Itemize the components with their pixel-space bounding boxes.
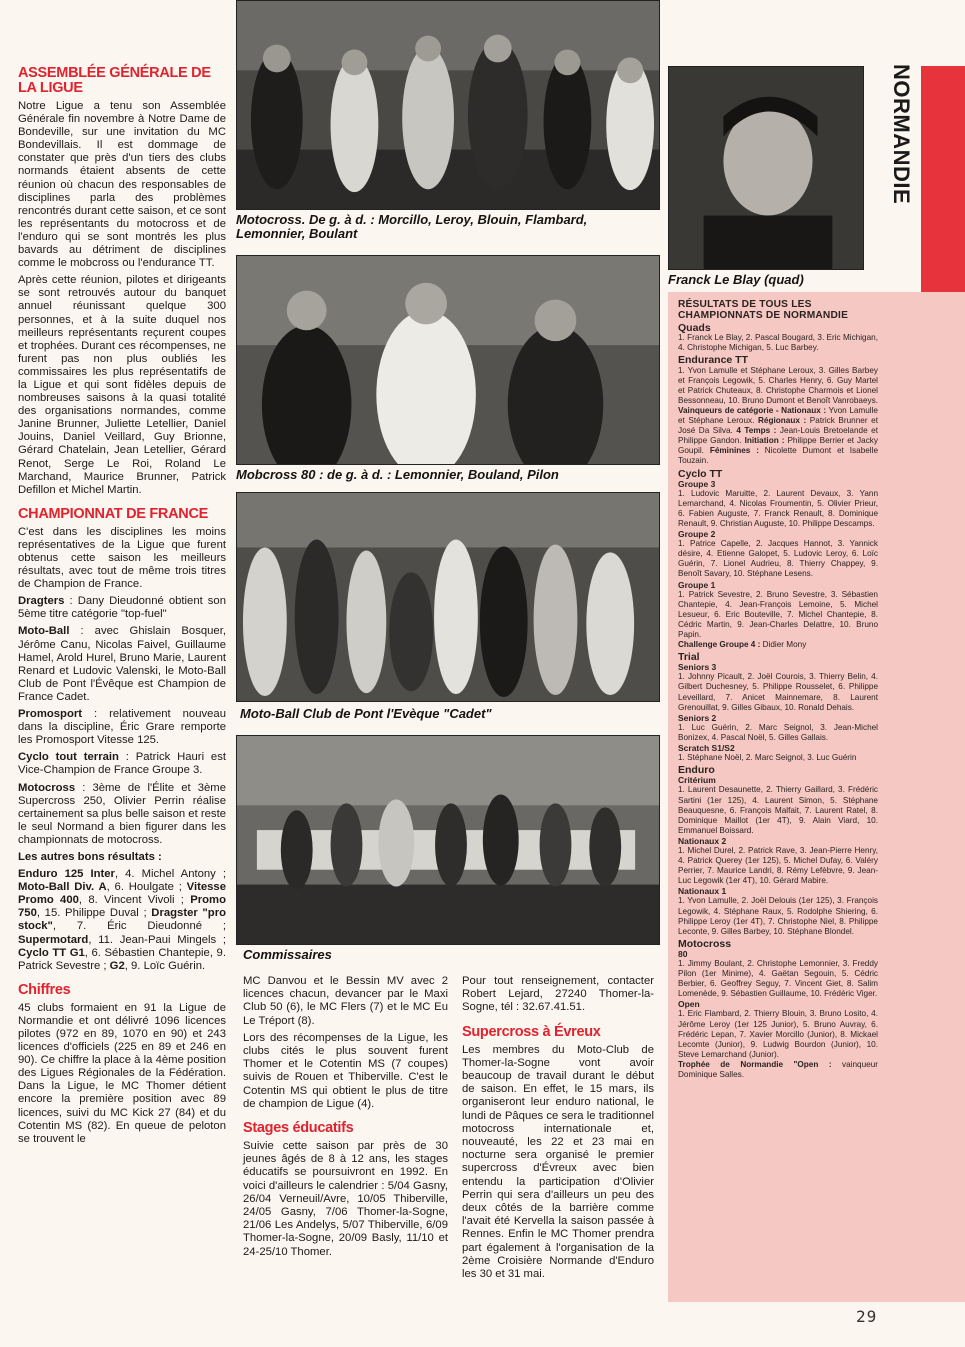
quads-heading: Quads [678,322,711,335]
cyclo-text: : Patrick Hauri est Vice-Champion de France Groupe 3. [18,751,226,777]
assemblee-paragraph-2: Après cette réunion, pilotes et dirigeants se sont retrouvés autour du banquet annuel réunissant quelque 300 personnes, et à la suite duquel nos meilleurs représentants reçurent coupes et trophées. Durant ces récompenses, ne furent pas non plus oubliés les commissaires les plus représentatifs de la Ligue et qui sont fidèles depuis de nombreuses saisons à la quasi totalité des organisations normandes, comme Janine Brunner, Juliette Letellier, Daniel Jouins, Daniel Veillard, Guy Brionne, Gérard Chatelain, Jean Letellier, Gérard Renot, Serge Le Roi, Roland Le Marchand, Maurice Brunner, Patrick Defillon et Michel Martin. [18,274,226,496]
region-color-bar [921,66,965,320]
motoball-photo [236,492,660,702]
commissaires-photo [236,735,660,945]
criterium-heading: Critérium [678,775,716,786]
trophee-text: vainqueur Dominique Salles. [678,1059,878,1080]
commissaires-caption: Commissaires [243,947,332,962]
motocross-text: : 3ème de l'Élite et 3ème Supercross 250, Olivier Perrin réalise certainement sa plus belle saison et reste le seul Normand a bien figurer dans les championnats de motocross. [18,781,226,846]
nationaux1-results: 1. Yvon Lamulle, 2. Joël Delouis (1er 125), 3. François Legowik, 4. Stéphane Raux, 5. Rodolphe Shiering, 6. Philippe Leroy (1er 4T), 7. Christophe Niel, 8. Philippe Leconte, 9. Gilles Barbey, 10. Stéphane Blondel. [678,896,878,936]
region-label [886,64,916,204]
middle-column-2 [462,975,654,1285]
autres-cat-4: Promo 750 [18,894,226,920]
mid1-paragraph-1: MC Danvou et le Bessin MV avec 2 licences chacun, devancer par le Maxi Club 50 (6), le MC Flers (7) et le MC Eu Le Tréport (8). [243,975,448,1027]
autres-cat-2: Moto-Ball Div. A [18,881,107,894]
autres-val-6: , 11. Jean-Paui Mingels ; [88,933,226,946]
init-label: Initiation : [744,436,785,446]
autres-cat-8: G2 [109,959,125,972]
autres-val-5: , 7. Éric Dieudonné ; [52,920,226,933]
left-column [18,66,226,1150]
groupe1-results: 1. Patrick Sevestre, 2. Bruno Sevestre, 3. Sébastien Chantepie, 4. Jean-François Lemoine, 5. Michel Lesueur, 6. Eric Bouteville, 7. Michel Chantepie, 8. Cédric Martin, 9. Jean-Charles Delattre, 10. Bruno Papin. [678,589,878,639]
autres-cat-6: Supermotard [18,933,89,946]
seniors2-heading: Seniors 2 [678,712,717,723]
temps-label: 4 Temps : [736,426,777,436]
mobcross-caption: Mobcross 80 : de g. à d. : Lemonnier, Bouland, Pilon [236,467,559,482]
nationaux2-heading: Nationaux 2 [678,835,727,846]
mx80-heading: 80 [678,948,688,959]
autres-label-text: Les autres bons résultats : [18,850,162,863]
vainq-text: Yvon Lamulle et Stéphane Leroux. [678,405,878,426]
promosport-label: Promosport [18,708,83,721]
autres-label [18,851,226,864]
mid2-paragraph-1: Pour tout renseignement, contacter Robert Lejard, 27240 Thomer-la-Sogne, tél : 32.67.41.51. [462,975,654,1014]
moto-ball-label: Moto-Ball [18,625,70,638]
supercross-paragraph: Les membres du Moto-Club de Thomer-la-Sogne vont avoir beaucoup de travail durant le début de saison. En effet, le 15 mars, ils organiseront leur enduro national, le lundi de Pâques ce sera le traditionnel motocross internationale et, nouveauté, les 22 et 23 mai en nocturne sera organisé le premier supercross d'Évreux avec bien entendu la participation d'Olivier Perrin qui sera d'ailleurs un peu des deux côtés de la barrière comme l'avait été Kervella la saison passée à Rennes. Enfin le MC Thomer prendra part également à l'organisation de la 2ème Croisière Normande d'Enduro les 30 et 31 mai. [462,1043,654,1281]
autres-cat-5: Dragster "pro stock" [18,907,226,933]
motocross-photo [236,0,660,210]
dragters-label: Dragters [18,595,65,608]
init-text: Philippe Berrier et Jacky Goupil. [678,436,878,456]
quads-results: 1. Franck Le Blay, 2. Pascal Bougard, 3. Eric Michigan, 4. Christophe Michigan, 5. Luc Barbey. [678,333,878,353]
autres-val-7: , 6. Sébastien Chantepie, 9. Patrick Sevestre ; [18,946,226,972]
autres-val-2: , 6. Houlgate ; [106,881,187,894]
open-heading: Open [678,999,700,1010]
groupe3-heading: Groupe 3 [678,478,716,489]
results-list [678,300,878,1080]
cyclo-label: Cyclo tout terrain [18,751,119,764]
groupe2-heading: Groupe 2 [678,529,716,540]
fem-text: Nicolette Dumont et Isabelle Touzain. [678,446,879,466]
supercross-title: Supercross à Évreux [462,1023,601,1040]
mobcross-photo [236,255,660,465]
motoball-caption: Moto-Ball Club de Pont l'Evèque "Cadet" [240,706,492,721]
motocross-caption: Motocross. De g. à d. : Morcillo, Leroy, Blouin, Flambard, Lemonnier, Boulant [236,212,588,241]
mid1-paragraph-2: Lors des récompenses de la Ligue, les clubs cités le plus souvent furent Thomer et le Cotentin MS (7 coupes) suivis de Rouen et Thiberville. C'est le Cotentin MS qui obtient le plus de titre de champion de Ligue (4). [243,1031,448,1110]
vainq-label: Vainqueurs de catégorie - Nationaux : [678,405,827,415]
page-number: 29 [856,1307,878,1326]
seniors3-results: 1. Johnny Picault, 2. Joël Courois, 3. Thierry Belin, 4. Gilbert Duchesney, 5. Philippe Rousselet, 6. Philippe Leveillard, 7. Anicet Mainnemare, 8. Laurent Grenouillat, 9. Gilles Gibaux, 10. Ronald Dehais. [678,672,878,712]
seniors2-results: 1. Luc Guérin, 2. Marc Seignol, 3. Jean-Michel Bonizex, 4. Pascal Noël, 5. Gilles Gallais. [678,722,878,742]
challenge-label: Challenge Groupe 4 : [678,640,761,650]
endurance-heading: Endurance TT [678,354,749,367]
franck-photo [668,66,864,270]
autres-cat-1: Enduro 125 Inter [18,868,115,881]
assemblee-title: ASSEMBLÉE GÉNÉRALE DE LA LIGUE [18,65,211,96]
groupe1-heading: Groupe 1 [678,579,716,590]
challenge-result [678,640,878,650]
dragters-text: : Dany Dieudonné obtient son 5ème titre catégorie "top-fuel" [18,595,226,621]
moto-ball-text: : avec Ghislain Bosquer, Jérôme Canu, Nicolas Faivel, Guillaume Hamel, Arold Hurel, Bruno Marie, Laurent Renard et Ludovic Valenski, le Moto-Ball Club de Pont l'Évêque est Champion de France Cadet. [18,625,226,703]
chiffres-title: Chiffres [18,981,71,998]
regio-text: Patrick Brunner et José Da Silva. [678,416,878,436]
promosport-text: : relativement nouveau dans la discipline, Éric Grare remporte les Promosport Vitesse 125. [18,708,226,747]
autres-cat-3: Vitesse Promo 400 [18,881,226,907]
seniors3-heading: Seniors 3 [678,662,717,673]
groupe3-results: 1. Ludovic Maruitte, 2. Laurent Devaux, 3. Yann Lemarchand, 4. Nicolas Froumentin, 5. Olivier Prieur, 6. Fabien Auguste, 7. Franck Renault, 8. Dominique Renault, 9. Christian Auguste, 10. Philippe Descamps. [678,488,878,528]
franck-caption: Franck Le Blay (quad) [668,272,804,287]
cyclo-result [18,751,226,777]
moto-ball-result [18,625,226,704]
autres-val-8: , 9. Loïc Guérin. [124,959,206,972]
chiffres-paragraph: 45 clubs formaient en 91 la Ligue de Normandie et ont délivré 1096 licences pilotes (972 en 89, 1070 en 90) et 243 licences d'officiels (225 en 89 et 246 en 90). Ce chiffre la place à la 4ème position des Ligues Régionales de la Fédération. Dans la Ligue, le MC Thomer détient encore la première position avec 89 licences, suivi du MC Kick 27 (84) et du Cotentin MS (82). En queue de peloton se trouvent le [18,1001,226,1145]
stages-title: Stages éducatifs [243,1120,354,1137]
trophee-result [678,1060,878,1080]
mx80-results: 1. Jimmy Boulant, 2. Christophe Lemonnier, 3. Freddy Pilon (1er Minime), 4. Gaëtan Segouin, 5. Cédric Berbier, 6. Geoffrey Seguy, 7. Vincent Giet, 8. Salim Lomenède, 9. Sébastien Guillaume, 10. Frédéric Viger. [678,959,878,999]
fem-label: Féminines : [709,446,759,456]
endurance-results-text: 1. Yvon Lamulle et Stéphane Leroux, 3. Gilles Barbey et François Legowik, 5. Charles Henry, 6. Guy Martel et Patrick Chuteaux, 8. Christophe Charmois et Lionel Bessonneau, 10. Bruno Dumont et Benoît Vanrobaeys. [678,365,878,405]
motocross-result [18,782,226,847]
motocross-results-heading: Motocross [678,937,732,950]
enduro-heading: Enduro [678,764,715,777]
trial-heading: Trial [678,651,700,664]
region-label-text: NORMANDIE [889,64,914,205]
motocross-label: Motocross [18,781,76,794]
assemblee-paragraph-1: Notre Ligue a tenu son Assemblée Générale fin novembre à Notre Dame de Bondeville, sur une invitation du MC Bondevillais. Il est dommage de constater que près d'un tiers des clubs normands étaient absents de cette réunion où chacun des responsables de disciplines parla des problèmes rencontrés durant cette saison, et ce sont les représentants du motocross et de l'enduro qui se sont montrés les plus bavards au détriment de disciplines comme le mobcross ou l'endurance TT. [18,100,226,270]
championnat-title: CHAMPIONNAT DE FRANCE [18,505,208,522]
autres-val-3: , 8. Vincent Vivoli ; [78,894,191,907]
cyclo-heading: Cyclo TT [678,467,723,480]
autres-val-4: , 15. Philippe Duval ; [36,907,152,920]
results-title: RÉSULTATS DE TOUS LES CHAMPIONNATS DE NORMANDIE [678,299,849,321]
nationaux1-heading: Nationaux 1 [678,886,727,897]
challenge-text: Didier Mony [760,640,807,650]
championnat-intro: C'est dans les disciplines les moins représentatives de la Ligue que furent obtenus cette saison les meilleurs résultats, avec tout de même trois titres de Champion de France. [18,525,226,591]
promosport-result [18,708,226,747]
temps-text: Jean-Louis Bretoelande et Philippe Gandon. [678,426,878,446]
autres-results [18,868,226,973]
endurance-results [678,366,878,467]
stages-paragraph: Suivie cette saison par près de 30 jeunes âgés de 8 à 12 ans, les stages éducatifs se poursuivront en 1992. En voici d'ailleurs le calendrier : 5/04 Gasny, 26/04 Verneuil/Avre, 10/05 Thiberville, 24/05 Gasny, 7/06 Thomer-la-Sogne, 21/06 Les Andelys, 5/07 Thiberville, 6/09 Thomer-la-Sogne, 20/09 Basly, 11/10 et 24-25/10 Thomer. [243,1140,448,1258]
autres-val-1: , 4. Michel Antony ; [114,868,227,881]
middle-column-1 [243,975,448,1263]
scratch-heading: Scratch S1/S2 [678,743,735,754]
nationaux2-results: 1. Michel Durel, 2. Patrick Rave, 3. Jean-Pierre Henry, 4. Patrick Querey (1er 125), 5. Michel Dufay, 6. Valéry Perrier, 7. Maurice Landri, 8. Rémy Lefèbvre, 9. Jean-Luc Legowik (1er 4T), 10. Gérard Mabire. [678,845,878,886]
dragters-result [18,595,226,621]
criterium-results: 1. Laurent Desaunette, 2. Thierry Gaillard, 3. Frédéric Sartini (1er 125), 4. Laurent Simon, 5. Stéphane Beauquesne, 6. François Malfait, 7. Laurent Ratel, 8. Dominique Maillot (1er 4T), 9. Alain Viard, 10. Emmanuel Boissard. [678,785,878,835]
trophee-label: Trophée de Normandie "Open : [678,1059,832,1069]
groupe2-results: 1. Patrice Capelle, 2. Jacques Hannot, 3. Yannick désire, 4. Etienne Galopet, 5. Ludovic Leroy, 6. Loïc Guérin, 7. Lionel Audrieu, 8. Thierry Chappey, 9. Benoît Savary, 10. Stéphane Lesens. [678,539,878,579]
scratch-results: 1. Stéphane Noël, 2. Marc Seignol, 3. Luc Guérin [678,753,857,763]
autres-cat-7: Cyclo TT G1 [18,946,85,959]
open-results: 1. Eric Flambard, 2. Thierry Blouin, 3. Bruno Losito, 4. Jérôme Leroy (1er 125 Junior), 5. Bruno Auvray, 6. Frédéric Lepan, 7. Xavier Morcillo (Junior), 8. Mickael Lecomte (Junior), 9. Ludwig Bourdon (Junior), 10. Steve Lemarchand (Junior). [678,1009,878,1059]
regio-label: Régionaux : [758,416,807,426]
